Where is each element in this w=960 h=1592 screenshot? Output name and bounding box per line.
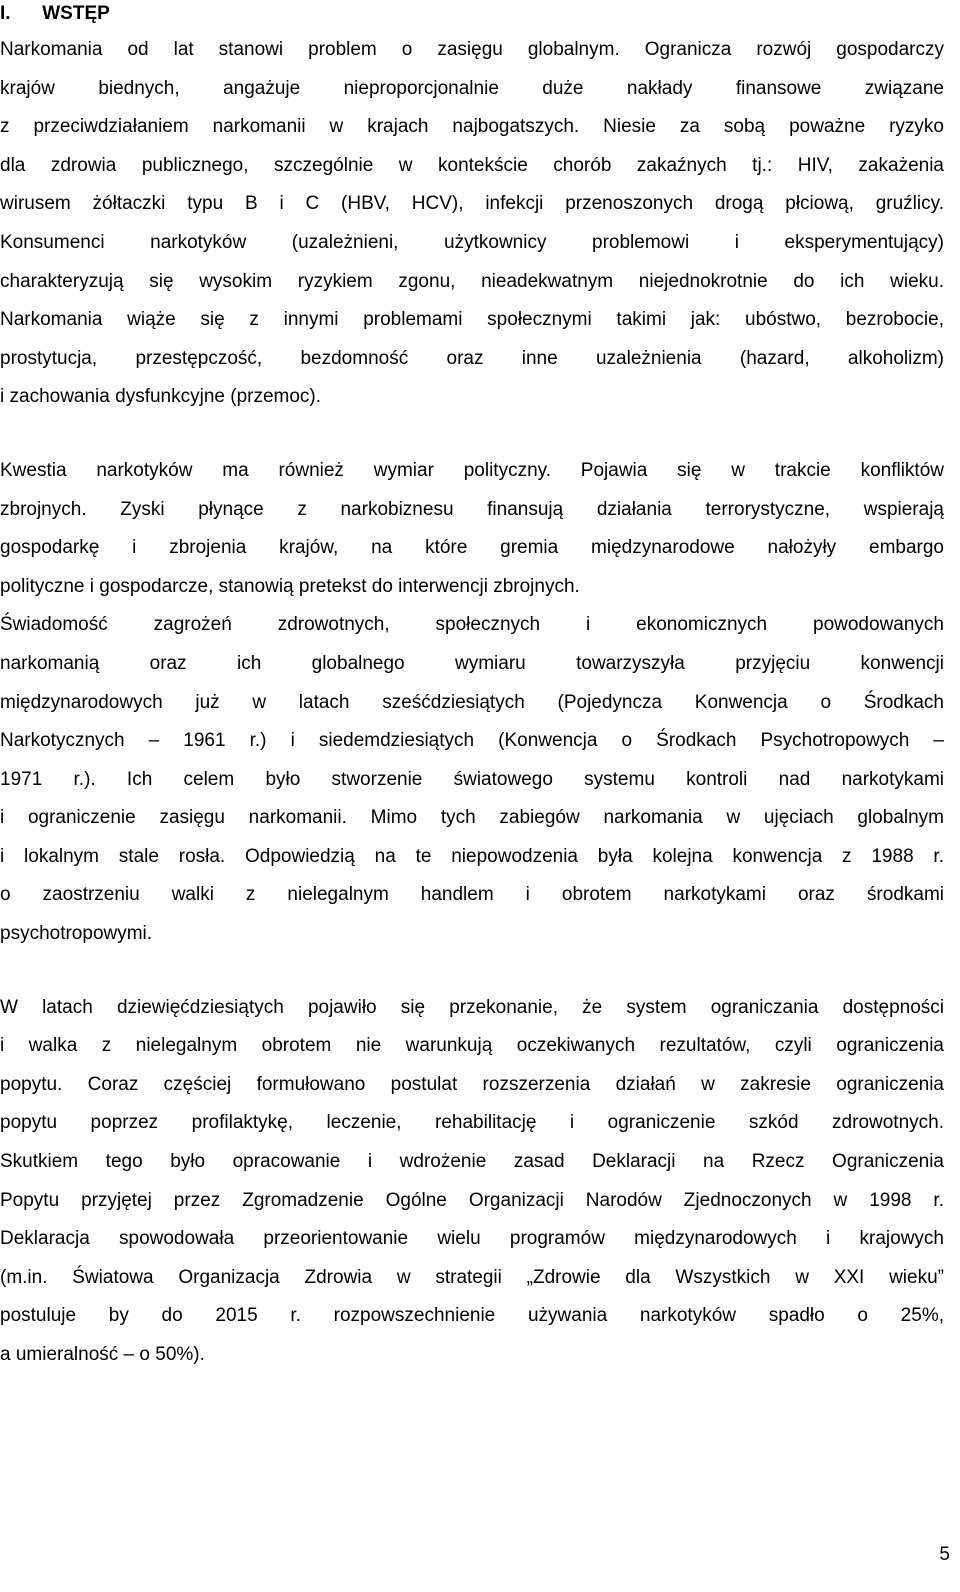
text-line: gospodarkę i zbrojenia krajów, na które gremia międzynarodowe nałożyły embargo xyxy=(0,537,944,559)
text-line: narkomanią oraz ich globalnego wymiaru towarzyszyła przyjęciu konwencji xyxy=(0,652,944,674)
text-line: psychotropowymi. xyxy=(0,923,153,945)
text-line: Skutkiem tego było opracowanie i wdrożenie zasad Deklaracji na Rzecz Ograniczenia xyxy=(0,1151,944,1173)
text-line: popytu. Coraz częściej formułowano postulat rozszerzenia działań w zakresie ograniczenia xyxy=(0,1073,944,1095)
text-line: Popytu przyjętej przez Zgromadzenie Ogólne Organizacji Narodów Zjednoczonych w 1998 r. xyxy=(0,1189,944,1211)
section-heading: I. WSTĘP xyxy=(0,3,110,24)
text-line: polityczne i gospodarcze, stanowią pretekst do interwencji zbrojnych. xyxy=(0,575,580,597)
text-line: W latach dziewięćdziesiątych pojawiło się przekonanie, że system ograniczania dostępności xyxy=(0,996,944,1018)
text-line: krajów biednych, angażuje nieproporcjonalnie duże nakłady finansowe związane xyxy=(0,77,944,99)
text-line: Kwestia narkotyków ma również wymiar polityczny. Pojawia się w trakcie konfliktów xyxy=(0,459,944,481)
text-line: i walka z nielegalnym obrotem nie warunkują oczekiwanych rezultatów, czyli ograniczenia xyxy=(0,1035,944,1057)
text-line: zbrojnych. Zyski płynące z narkobiznesu finansują działania terrorystyczne, wspierają xyxy=(0,498,944,520)
text-line: o zaostrzeniu walki z nielegalnym handlem i obrotem narkotykami oraz środkami xyxy=(0,884,944,906)
text-line: Narkotycznych – 1961 r.) i siedemdziesiątych (Konwencja o Środkach Psychotropowych – xyxy=(0,730,944,752)
text-line: i lokalnym stale rosła. Odpowiedzią na te niepowodzenia była kolejna konwencja z 1988 r. xyxy=(0,845,944,867)
text-line: Narkomania wiąże się z innymi problemami społecznymi takimi jak: ubóstwo, bezrobocie, xyxy=(0,309,944,331)
paragraph-3 xyxy=(0,989,944,1375)
text-line: z przeciwdziałaniem narkomanii w krajach najbogatszych. Niesie za sobą poważne ryzyko xyxy=(0,116,944,138)
text-line: Świadomość zagrożeń zdrowotnych, społecznych i ekonomicznych powodowanych xyxy=(0,614,944,636)
text-line: 1971 r.). Ich celem było stworzenie światowego systemu kontroli nad narkotykami xyxy=(0,768,944,790)
text-line: (m.in. Światowa Organizacja Zdrowia w strategii „Zdrowie dla Wszystkich w XXI wieku” xyxy=(0,1266,944,1288)
page-number: 5 xyxy=(939,1544,950,1565)
text-line: popytu poprzez profilaktykę, leczenie, rehabilitację i ograniczenie szkód zdrowotnych. xyxy=(0,1112,944,1134)
text-line: postuluje by do 2015 r. rozpowszechnienie używania narkotyków spadło o 25%, xyxy=(0,1305,944,1327)
body-text xyxy=(0,31,944,1375)
text-line: wirusem żółtaczki typu B i C (HBV, HCV), infekcji przenoszonych drogą płciową, gruźlicy. xyxy=(0,193,944,215)
text-line: i zachowania dysfunkcyjne (przemoc). xyxy=(0,386,322,408)
text-line: Deklaracja spowodowała przeorientowanie wielu programów międzynarodowych i krajowych xyxy=(0,1228,944,1250)
text-line: Narkomania od lat stanowi problem o zasięgu globalnym. Ogranicza rozwój gospodarczy xyxy=(0,39,944,60)
text-line: charakteryzują się wysokim ryzykiem zgonu, nieadekwatnym niejednokrotnie do ich wieku. xyxy=(0,270,944,292)
text-line: dla zdrowia publicznego, szczególnie w kontekście chorób zakaźnych tj.: HIV, zakażenia xyxy=(0,154,944,176)
text-line: a umieralność – o 50%). xyxy=(0,1344,205,1365)
paragraph-1 xyxy=(0,31,944,417)
text-line: Konsumenci narkotyków (uzależnieni, użytkownicy problemowi i eksperymentujący) xyxy=(0,231,944,253)
paragraph-gap xyxy=(0,954,944,989)
paragraph-2 xyxy=(0,452,944,954)
text-line: międzynarodowych już w latach sześćdziesiątych (Pojedyncza Konwencja o Środkach xyxy=(0,691,944,713)
paragraph-gap xyxy=(0,417,944,452)
text-line: prostytucja, przestępczość, bezdomność oraz inne uzależnienia (hazard, alkoholizm) xyxy=(0,347,944,369)
text-line: i ograniczenie zasięgu narkomanii. Mimo tych zabiegów narkomania w ujęciach globalnym xyxy=(0,807,944,829)
